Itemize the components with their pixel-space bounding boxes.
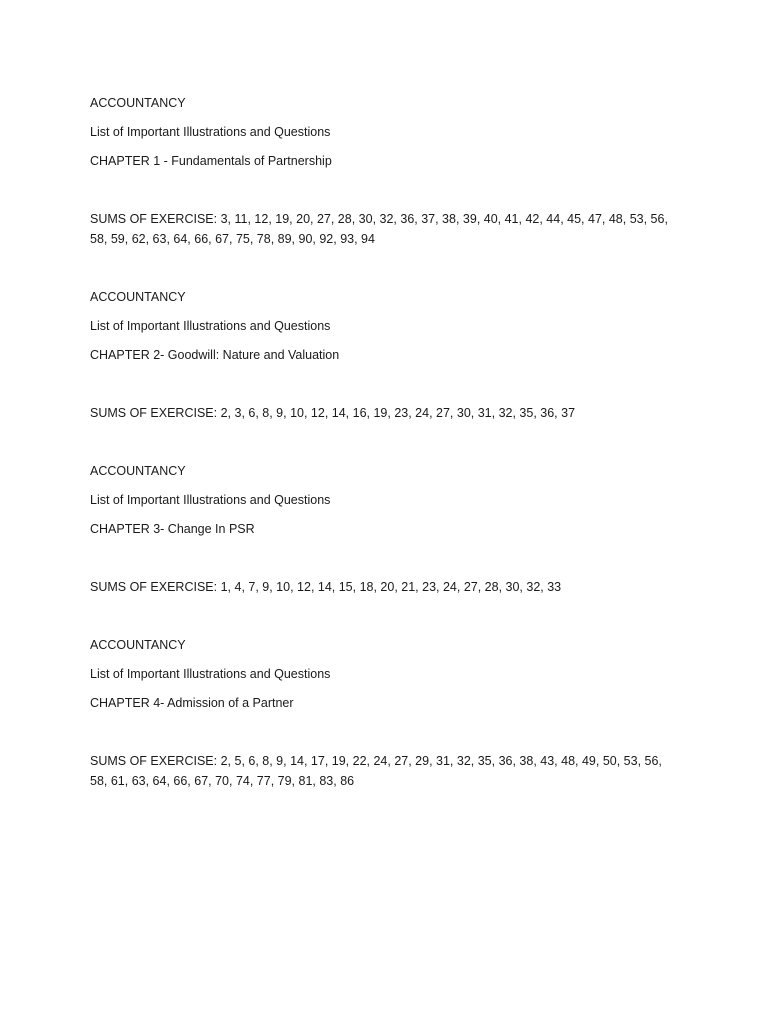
list-title: List of Important Illustrations and Questions [90,319,331,333]
chapter-section-1 [90,93,680,249]
sums-of-exercise [90,751,680,791]
list-title: List of Important Illustrations and Questions [90,667,331,681]
list-title: List of Important Illustrations and Questions [90,493,331,507]
sums-label: SUMS OF EXERCISE: [90,212,218,226]
sums-values: 2, 3, 6, 8, 9, 10, 12, 14, 16, 19, 23, 24, 27, 30, 31, 32, 35, 36, 37 [220,406,576,420]
chapter-title: CHAPTER 3- Change In PSR [90,522,255,536]
list-title: List of Important Illustrations and Questions [90,125,331,139]
chapter-section-3 [90,461,680,597]
chapter-title: CHAPTER 4- Admission of a Partner [90,696,294,710]
sums-label: SUMS OF EXERCISE: [90,406,218,420]
sums-of-exercise [90,209,680,249]
subject-heading: ACCOUNTANCY [90,638,186,652]
sums-values: 1, 4, 7, 9, 10, 12, 14, 15, 18, 20, 21, 23, 24, 27, 28, 30, 32, 33 [220,580,562,594]
sums-values: 2, 5, 6, 8, 9, 14, 17, 19, 22, 24, 27, 29, 31, 32, 35, 36, 38, 43, 48, 49, 50, 53, 56, 58, 61, 63, 64, 66, 67, 70, 74, 77, 79, 81, 83, 86 [90,754,662,788]
chapter-title: CHAPTER 1 - Fundamentals of Partnership [90,154,332,168]
chapter-title: CHAPTER 2- Goodwill: Nature and Valuation [90,348,340,362]
chapter-section-2 [90,287,680,423]
sums-of-exercise [90,403,680,423]
sums-of-exercise [90,577,680,597]
document-body [90,93,680,829]
subject-heading: ACCOUNTANCY [90,290,186,304]
subject-heading: ACCOUNTANCY [90,96,186,110]
sums-values: 3, 11, 12, 19, 20, 27, 28, 30, 32, 36, 37, 38, 39, 40, 41, 42, 44, 45, 47, 48, 53, 56, 58, 59, 62, 63, 64, 66, 67, 75, 78, 89, 90, 92, 93, 94 [90,212,668,246]
chapter-section-4 [90,635,680,791]
subject-heading: ACCOUNTANCY [90,464,186,478]
sums-label: SUMS OF EXERCISE: [90,580,218,594]
sums-label: SUMS OF EXERCISE: [90,754,218,768]
